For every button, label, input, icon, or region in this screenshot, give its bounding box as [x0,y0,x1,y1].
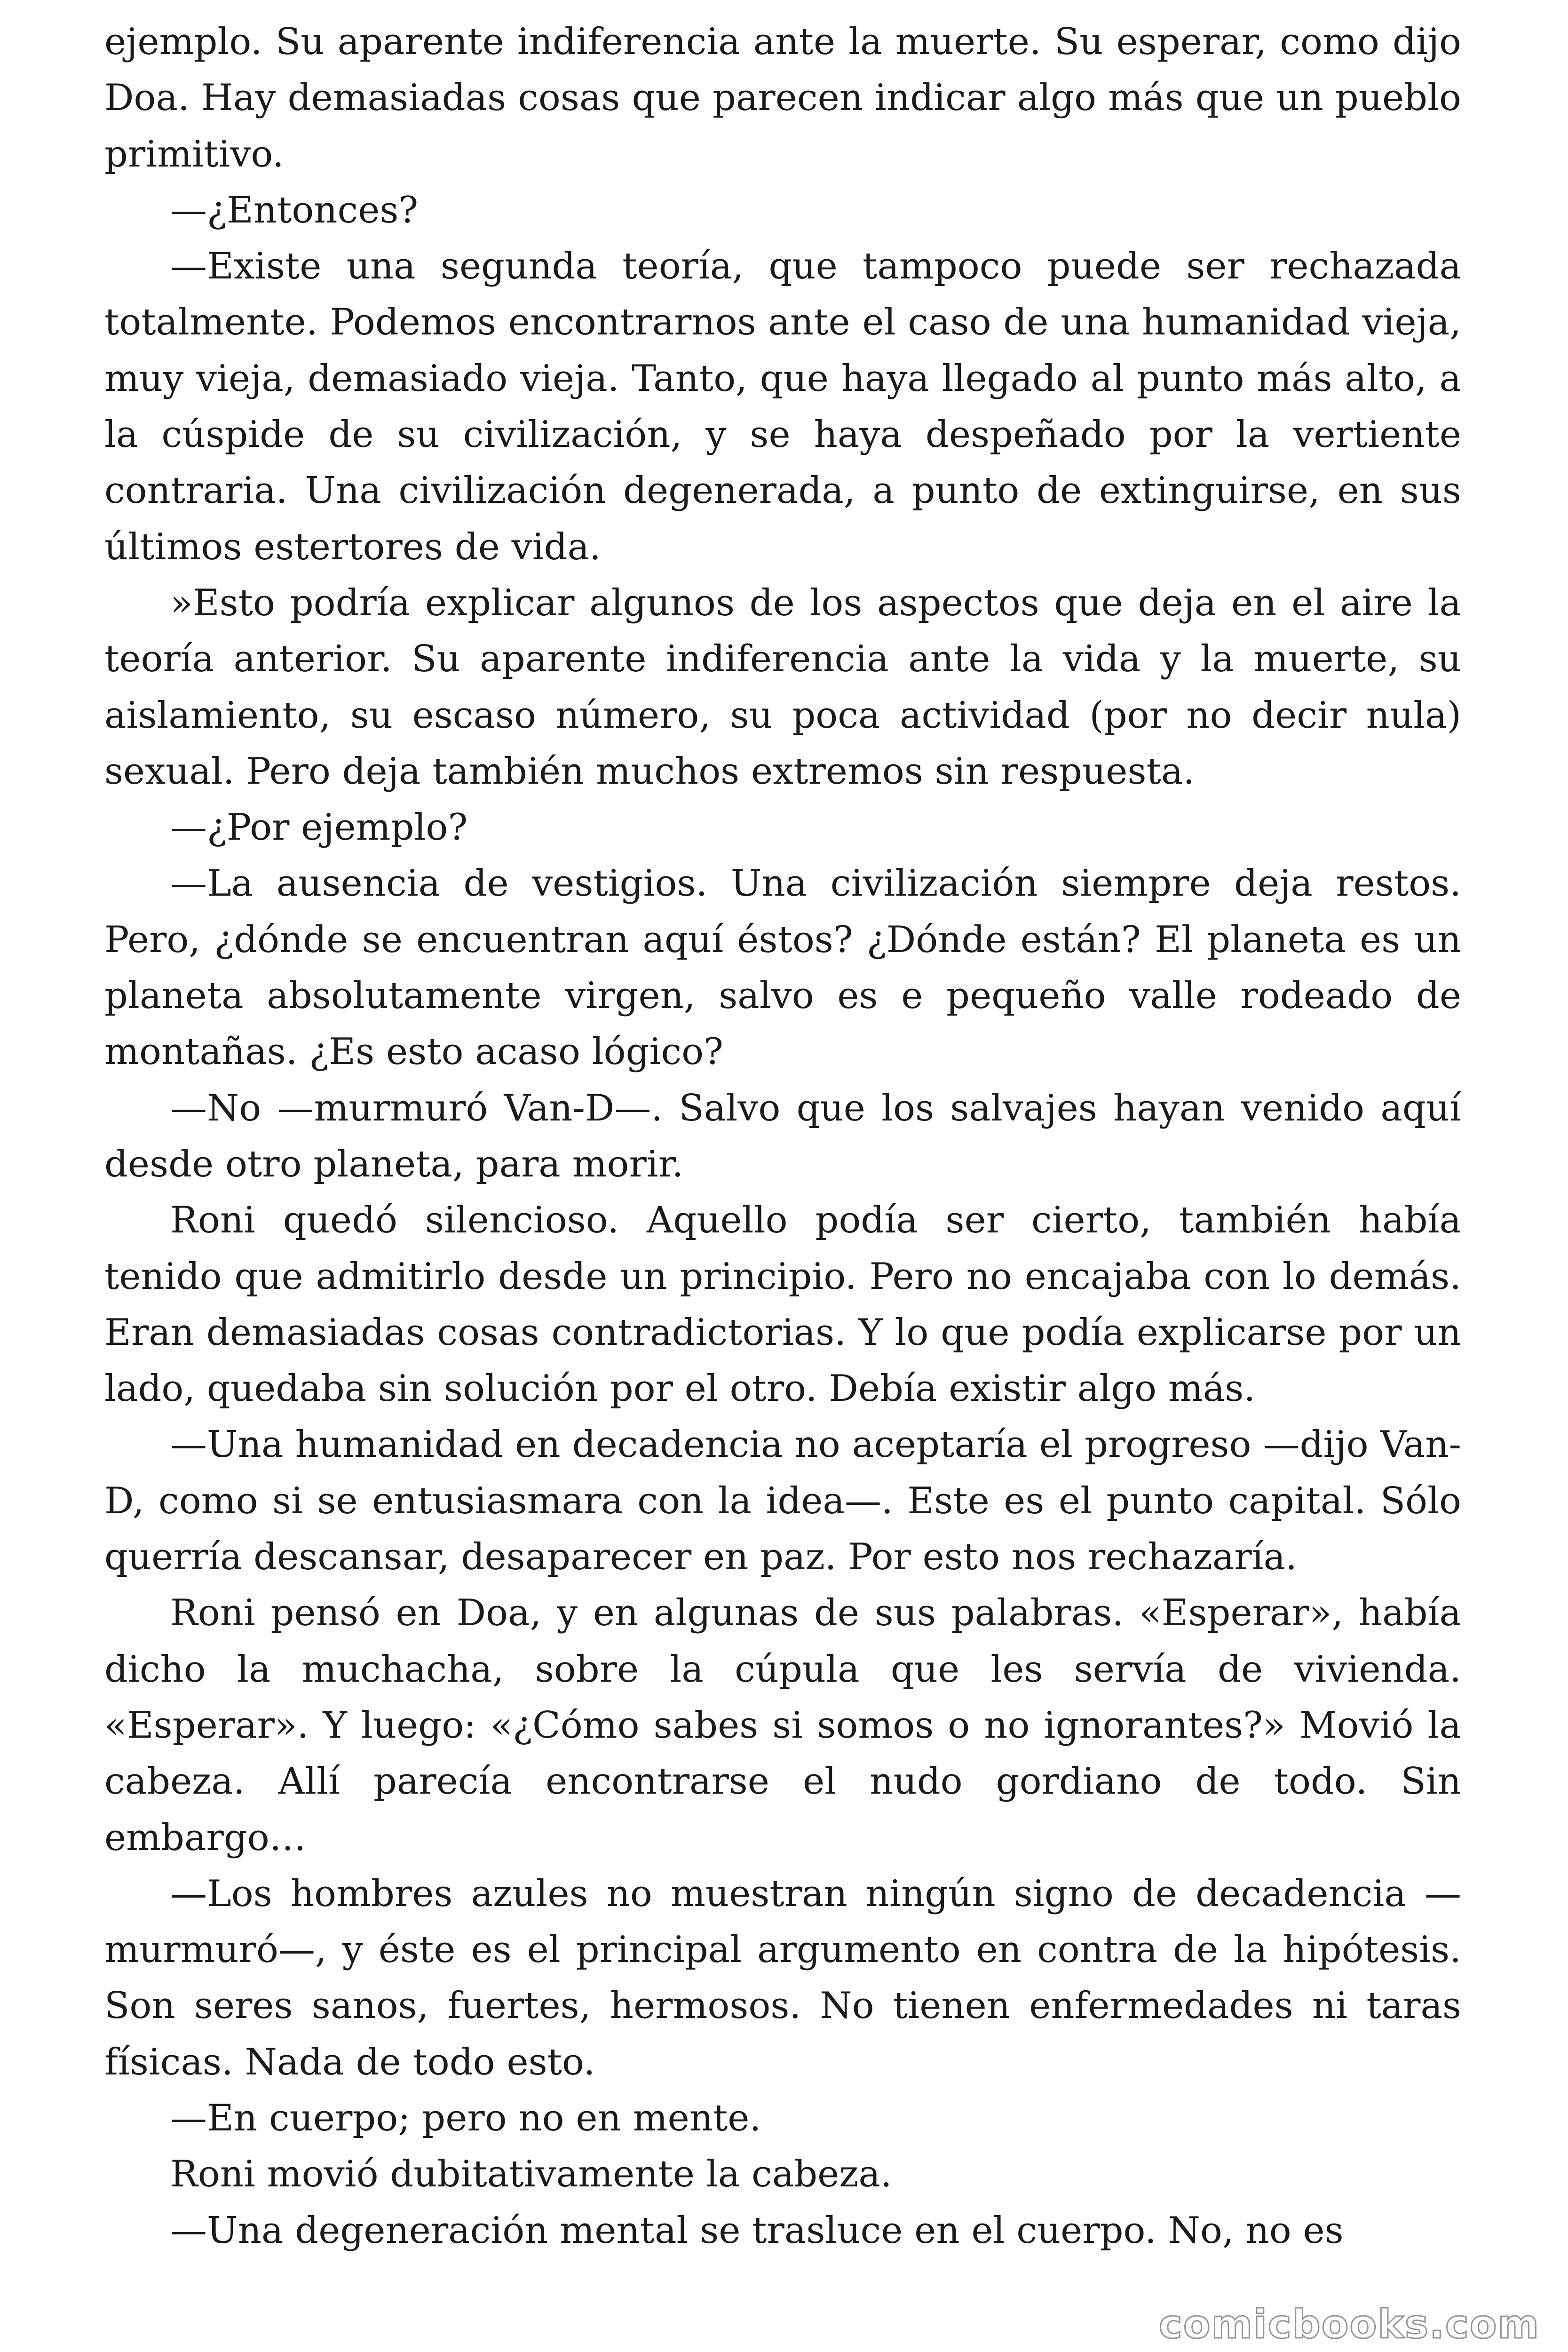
paragraph-1: ejemplo. Su aparente indiferencia ante la muerte. Su esperar, como dijo Doa. Hay demasiadas cosas que parecen indicar algo más que un pueblo primitivo. [104,21,1461,175]
paragraph-13: Roni movió dubitativamente la cabeza. [170,2153,892,2196]
paragraph-14: —Una degeneración mental se trasluce en el cuerpo. No, no es [170,2209,1344,2252]
paragraph-7: —No —murmuró Van-D—. Salvo que los salvajes hayan venido aquí desde otro planeta, para morir. [104,1087,1461,1185]
paragraph-5: —¿Por ejemplo? [170,806,468,849]
site-watermark: comicbooks.com [1159,2301,1540,2347]
paragraph-12: —En cuerpo; pero no en mente. [170,2097,761,2139]
paragraph-11: —Los hombres azules no muestran ningún signo de decadencia —murmuró—, y éste es el principal argumento en contra de la hipótesis. Son seres sanos, fuertes, hermosos. No tienen enfermedades ni taras físicas. Nada de todo esto. [104,1872,1461,2083]
paragraph-2: —¿Entonces? [170,189,419,231]
paragraph-8: Roni quedó silencioso. Aquello podía ser cierto, también había tenido que admitirlo desde un principio. Pero no encajaba con lo demás. Eran demasiadas cosas contradictorias. Y lo que podía explicarse por un lado, quedaba sin solución por el otro. Debía existir algo más. [104,1199,1461,1410]
paragraph-10: Roni pensó en Doa, y en algunas de sus palabras. «Esperar», había dicho la muchacha, sobre la cúpula que les servía de vivienda. «Esperar». Y luego: «¿Cómo sabes si somos o no ignorantes?» Movió la cabeza. Allí parecía encontrarse el nudo gordiano de todo. Sin embargo… [104,1592,1461,1859]
book-page [104,14,1461,2259]
paragraph-9: —Una humanidad en decadencia no aceptaría el progreso —dijo Van-D, como si se entusiasmara con la idea—. Este es el punto capital. Sólo querría descansar, desaparecer en paz. Por esto nos rechazaría. [104,1423,1461,1579]
paragraph-4: »Esto podría explicar algunos de los aspectos que deja en el aire la teoría anterior. Su aparente indiferencia ante la vida y la muerte, su aislamiento, su escaso número, su poca actividad (por no decir nula) sexual. Pero deja también muchos extremos sin respuesta. [104,581,1461,793]
paragraph-3: —Existe una segunda teoría, que tampoco puede ser rechazada totalmente. Podemos encontrarnos ante el caso de una humanidad vieja, muy vieja, demasiado vieja. Tanto, que haya llegado al punto más alto, a la cúspide de su civilización, y se haya despeñado por la vertiente contraria. Una civilización degenerada, a punto de extinguirse, en sus últimos estertores de vida. [104,245,1461,568]
paragraph-6: —La ausencia de vestigios. Una civilización siempre deja restos. Pero, ¿dónde se encuentran aquí éstos? ¿Dónde están? El planeta es un planeta absolutamente virgen, salvo es e pequeño valle rodeado de montañas. ¿Es esto acaso lógico? [104,862,1461,1073]
